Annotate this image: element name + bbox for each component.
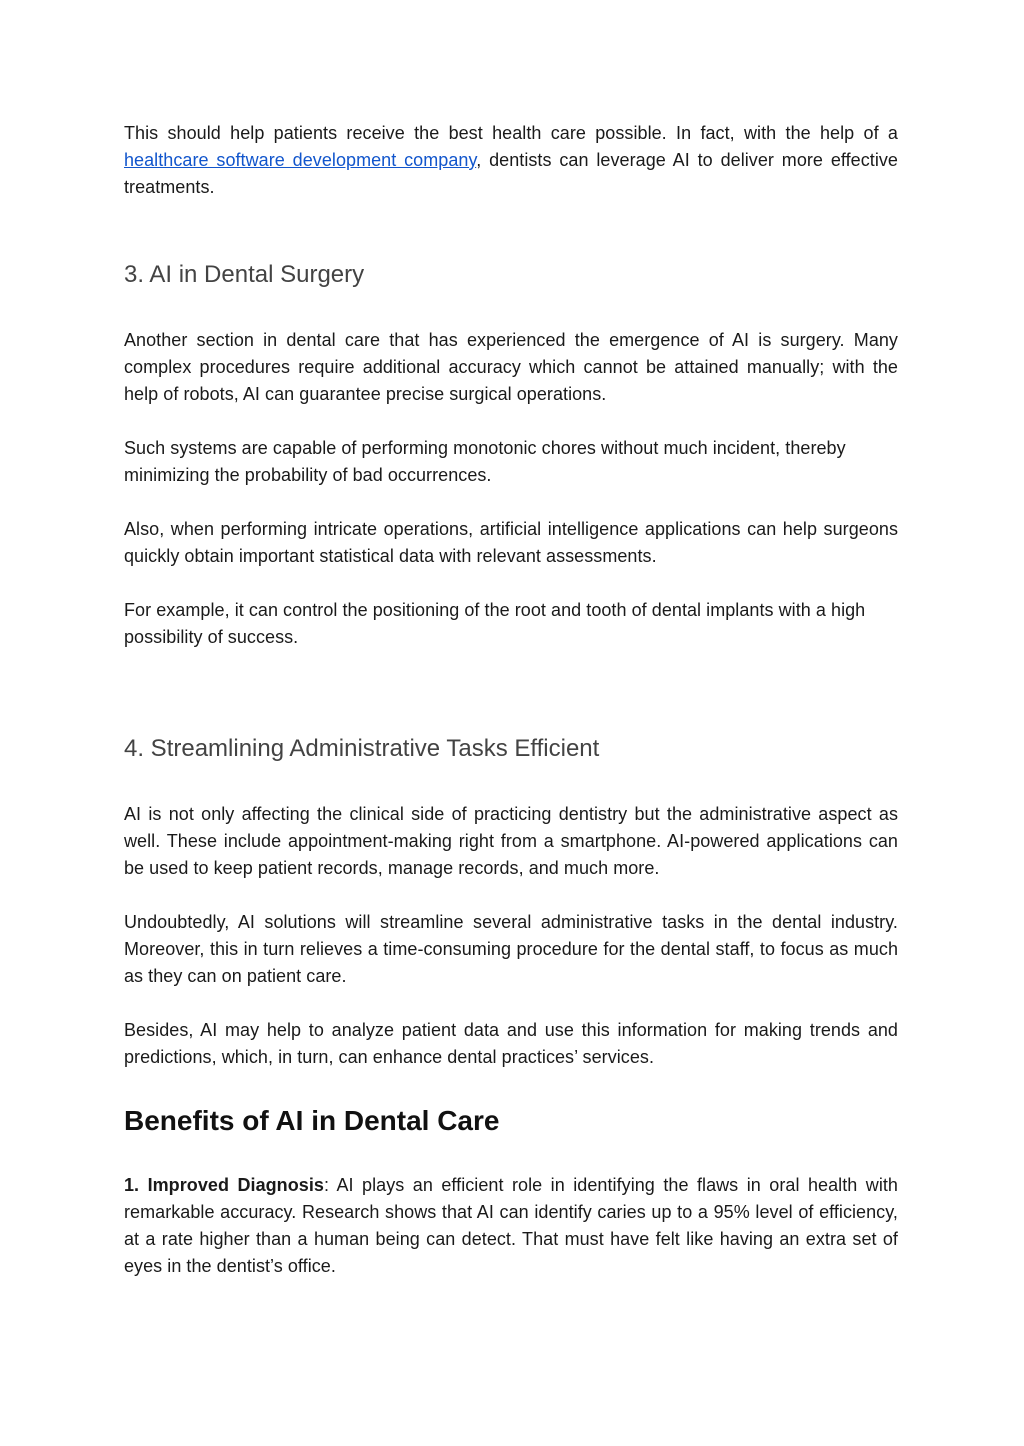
- section4-paragraph-2: Undoubtedly, AI solutions will streamline several administrative tasks in the dental industry. Moreover, this in turn relieves a time-consuming procedure for the dental staff, to focus as much as they can on patient care.: [124, 912, 898, 986]
- benefit-item-1-text: : AI plays an efficient role in identifying the flaws in oral health with remarkable accuracy. Research shows that AI can identify caries up to a 95% level of efficiency, at a rate higher than a human being can detect. That must have felt like having an extra set of eyes in the dentist’s office.: [124, 1175, 898, 1276]
- benefit-item-1: [124, 1172, 898, 1280]
- section3-heading: 3. AI in Dental Surgery: [124, 261, 365, 288]
- benefit-item-1-title: 1. Improved Diagnosis: [124, 1175, 324, 1195]
- section3-paragraph-1: Another section in dental care that has experienced the emergence of AI is surgery. Many complex procedures require additional accuracy which cannot be attained manually; with the help of robots, AI can guarantee precise surgical operations.: [124, 330, 898, 404]
- section3-paragraph-4: For example, it can control the positioning of the root and tooth of dental implants with a high possibility of success.: [124, 600, 866, 647]
- section3-paragraph-2: Such systems are capable of performing monotonic chores without much incident, thereby minimizing the probability of bad occurrences.: [124, 438, 846, 485]
- benefits-heading: Benefits of AI in Dental Care: [124, 1105, 500, 1136]
- intro-text-before-link: This should help patients receive the best health care possible. In fact, with the help of a: [124, 123, 898, 143]
- intro-paragraph: [124, 120, 898, 201]
- intro-text-after-link: , dentists can leverage AI to deliver more effective treatments.: [124, 150, 898, 197]
- section3-paragraph-3: Also, when performing intricate operations, artificial intelligence applications can help surgeons quickly obtain important statistical data with relevant assessments.: [124, 519, 898, 566]
- section4-paragraph-3: Besides, AI may help to analyze patient data and use this information for making trends and predictions, which, in turn, can enhance dental practices’ services.: [124, 1020, 898, 1067]
- section4-paragraph-1: AI is not only affecting the clinical side of practicing dentistry but the administrative aspect as well. These include appointment-making right from a smartphone. AI-powered applications can be used to keep patient records, manage records, and much more.: [124, 804, 898, 878]
- section4-heading: 4. Streamlining Administrative Tasks Efficient: [124, 735, 600, 762]
- healthcare-software-link[interactable]: healthcare software development company: [124, 150, 477, 170]
- document-page: [124, 120, 898, 1280]
